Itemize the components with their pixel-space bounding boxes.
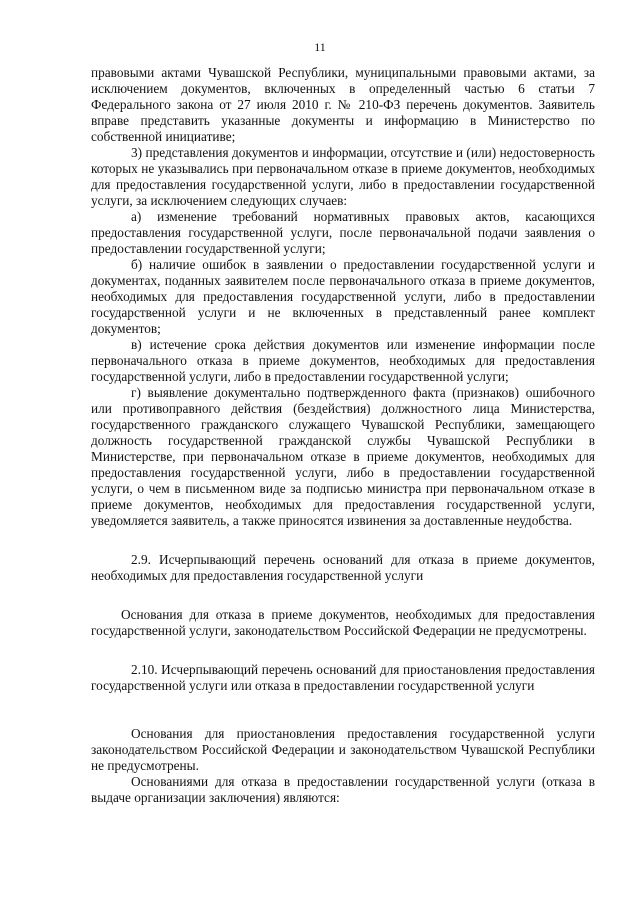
paragraph-item-3: 3) представления документов и информации, отсутствие и (или) недостоверность которых не указывались при первоначальном отказе в приеме документов, необходимых для предоставления государственной услуги, либо в предоставлении государственной услуги, за исключением следующих случаев: xyxy=(91,145,595,208)
paragraph-section-2-9-body: Основания для отказа в приеме документов, необходимых для предоставления государственной услуги, законодательством Российской Федерации не предусмотрены. xyxy=(91,607,595,638)
paragraph-refusal-grounds: Основаниями для отказа в предоставлении государственной услуги (отказа в выдаче организации заключения) являются: xyxy=(91,774,595,805)
paragraph-item-a: а) изменение требований нормативных правовых актов, касающихся предоставления государственной услуги, после первоначальной подачи заявления о предоставлении государственной услуги; xyxy=(91,209,595,256)
page-number: 11 xyxy=(314,40,326,54)
paragraph-continuation: правовыми актами Чувашской Республики, муниципальными правовыми актами, за исключением документов, включенных в определенный частью 6 статьи 7 Федерального закона от 27 июля 2010 г. № 210-ФЗ перечень документов. Заявитель вправе представить указанные документы и информацию в Министерство по собственной инициативе; xyxy=(91,65,595,144)
paragraph-item-g: г) выявление документально подтвержденного факта (признаков) ошибочного или противоправного действия (бездействия) должностного лица Министерства, государственного гражданского служащего Чувашской Республики, замещающего должность государственной гражданской службы Чувашской Республики в Министерстве, при первоначальном отказе в приеме документов, необходимых для предоставления государственной услуги, либо в предоставлении государственной услуги, о чем в письменном виде за подписью министра при первоначальном отказе в приеме документов, необходимых для предоставления государственной услуги, уведомляется заявитель, а также приносятся извинения за доставленные неудобства. xyxy=(91,385,595,528)
paragraph-section-2-10-body: Основания для приостановления предоставления государственной услуги законодательством Российской Федерации и законодательством Чувашской Республики не предусмотрены. xyxy=(91,726,595,773)
section-heading-2-9: 2.9. Исчерпывающий перечень оснований для отказа в приеме документов, необходимых для предоставления государственной услуги xyxy=(91,552,595,583)
paragraph-item-v: в) истечение срока действия документов или изменение информации после первоначального отказа в приеме документов, необходимых для предоставления государственной услуги, либо в предоставлении государственной услуги; xyxy=(91,337,595,384)
section-heading-2-10: 2.10. Исчерпывающий перечень оснований для приостановления предоставления государственной услуги или отказа в предоставлении государственной услуги xyxy=(91,662,595,693)
document-body xyxy=(91,65,595,806)
paragraph-item-b: б) наличие ошибок в заявлении о предоставлении государственной услуги и документах, поданных заявителем после первоначального отказа в приеме документов, необходимых для предоставления государственной услуги, либо в предоставлении государственной услуги и не включенных в представленный ранее комплект документов; xyxy=(91,257,595,336)
